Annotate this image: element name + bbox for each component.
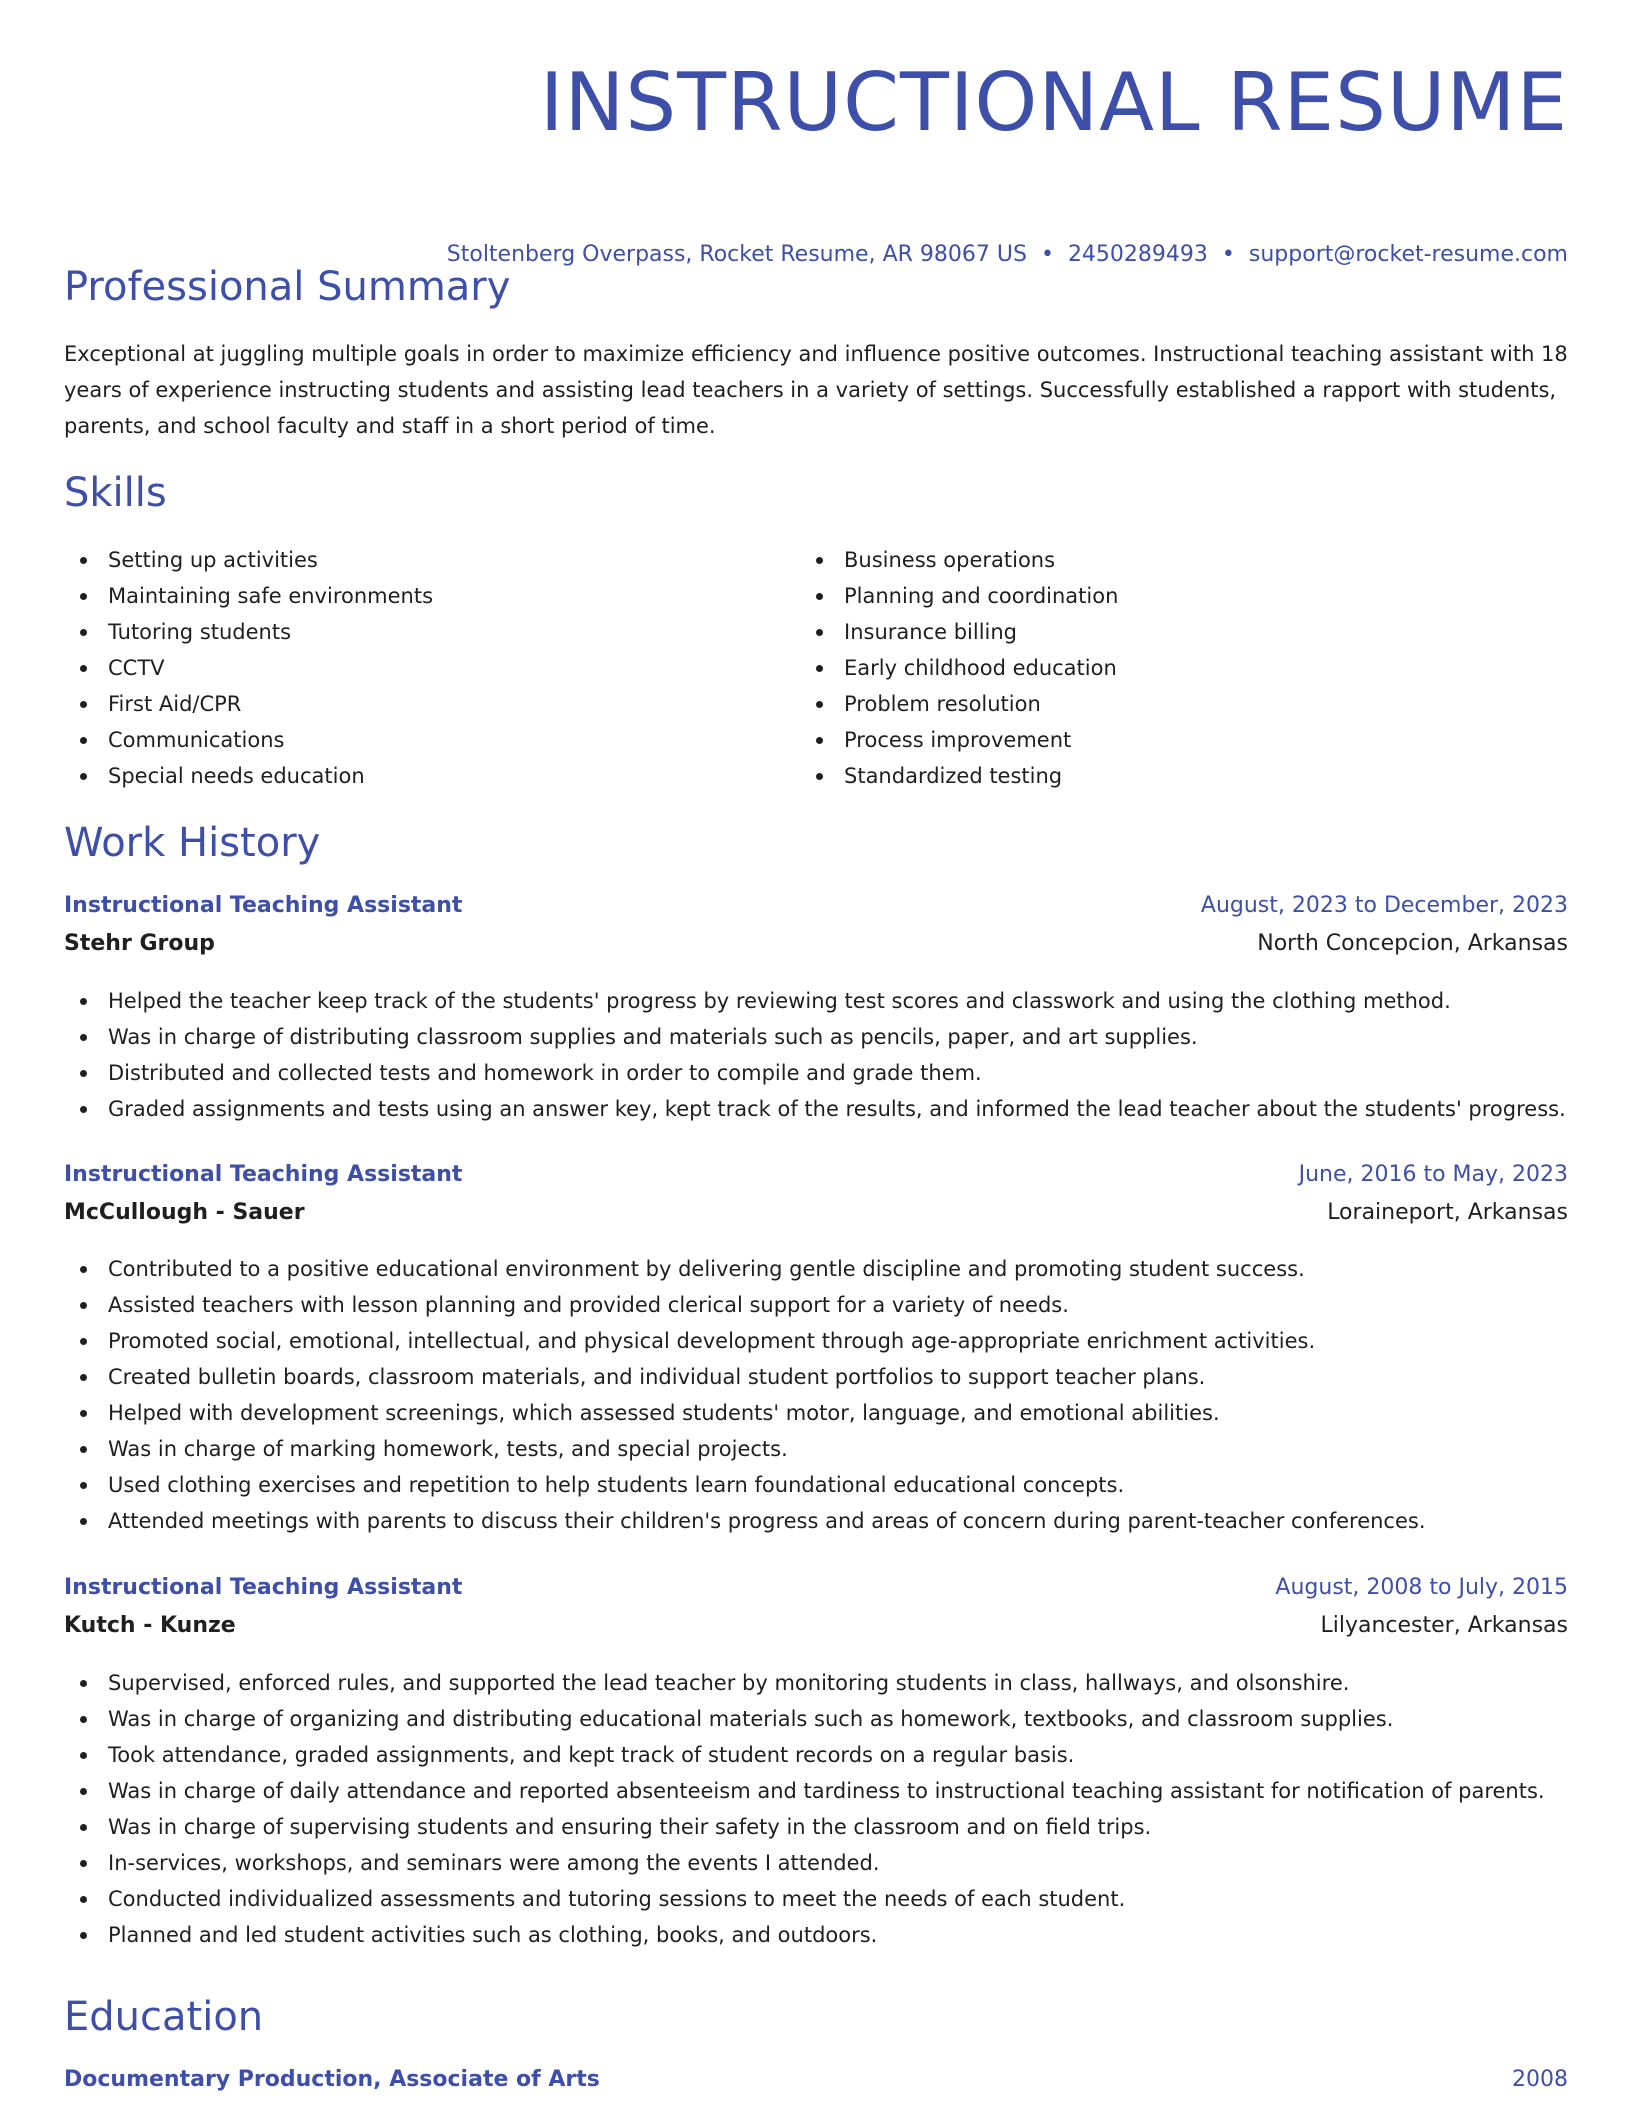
job-bullet: Contributed to a positive educational environment by delivering gentle discipline and promoting student success. (64, 1251, 1584, 1287)
job-dates: June, 2016 to May, 2023 (1298, 1162, 1568, 1187)
job-location: Lilyancester, Arkansas (1320, 1613, 1568, 1638)
job-bullets (64, 1665, 1584, 1953)
job-location: North Concepcion, Arkansas (1257, 931, 1568, 956)
job-bullet: Supervised, enforced rules, and supported the lead teacher by monitoring students in class, hallways, and olsonshire. (64, 1665, 1584, 1701)
job-bullet: Conducted individualized assessments and tutoring sessions to meet the needs of each student. (64, 1881, 1584, 1917)
education-year: 2008 (1512, 2067, 1568, 2092)
resume-header (64, 48, 1568, 158)
skill-item: Setting up activities (64, 542, 433, 578)
job-bullet: Assisted teachers with lesson planning and provided clerical support for a variety of needs. (64, 1287, 1584, 1323)
skill-item: Standardized testing (800, 758, 1118, 794)
job-bullet: Attended meetings with parents to discuss their children's progress and areas of concern during parent-teacher conferences. (64, 1503, 1584, 1539)
job-bullet: Graded assignments and tests using an answer key, kept track of the results, and informed the lead teacher about the students' progress. (64, 1091, 1584, 1127)
skill-item: CCTV (64, 650, 433, 686)
skills-list-left (64, 542, 433, 794)
education-entry (64, 2062, 1568, 2102)
contact-separator: • (1040, 242, 1054, 267)
skill-item: First Aid/CPR (64, 686, 433, 722)
job-bullet: Distributed and collected tests and homework in order to compile and grade them. (64, 1055, 1584, 1091)
job-title: Instructional Teaching Assistant (64, 1162, 463, 1187)
contact-phone[interactable]: 2450289493 (1067, 242, 1208, 267)
job-bullet: Was in charge of distributing classroom supplies and materials such as pencils, paper, and art supplies. (64, 1019, 1584, 1055)
job-company: Stehr Group (64, 931, 215, 956)
job-bullets (64, 1251, 1584, 1539)
job-bullet: Planned and led student activities such as clothing, books, and outdoors. (64, 1917, 1584, 1953)
job-dates: August, 2023 to December, 2023 (1200, 893, 1568, 918)
contact-line (447, 240, 1568, 270)
skill-item: Problem resolution (800, 686, 1118, 722)
resume-name: INSTRUCTIONAL RESUME (539, 56, 1568, 149)
skill-item: Insurance billing (800, 614, 1118, 650)
contact-separator: • (1221, 242, 1235, 267)
section-title-summary: Professional Summary (64, 264, 511, 310)
job-location: Loraineport, Arkansas (1327, 1200, 1568, 1225)
contact-email[interactable]: support@rocket-resume.com (1248, 242, 1568, 267)
summary-text: Exceptional at juggling multiple goals in order to maximize efficiency and influence positive outcomes. Instructional teaching assistant with 18 years of experience instructing students and assisting lead teachers in a variety of settings. Successfully established a rapport with students, parents, and school faculty and staff in a short period of time. (64, 342, 1568, 438)
job-header (64, 1157, 1568, 1233)
skill-item: Maintaining safe environments (64, 578, 433, 614)
job-bullet: Helped with development screenings, which assessed students' motor, language, and emotional abilities. (64, 1395, 1584, 1431)
job-bullet: Created bulletin boards, classroom materials, and individual student portfolios to support teacher plans. (64, 1359, 1584, 1395)
job-company: Kutch - Kunze (64, 1613, 236, 1638)
job-bullet: Was in charge of organizing and distributing educational materials such as homework, textbooks, and classroom supplies. (64, 1701, 1584, 1737)
skill-item: Communications (64, 722, 433, 758)
job-bullet: Was in charge of marking homework, tests, and special projects. (64, 1431, 1584, 1467)
job-header (64, 1570, 1568, 1646)
job-bullet: Used clothing exercises and repetition to help students learn foundational educational concepts. (64, 1467, 1584, 1503)
skill-item: Business operations (800, 542, 1118, 578)
job-bullets (64, 983, 1584, 1127)
job-title: Instructional Teaching Assistant (64, 893, 463, 918)
skill-item: Tutoring students (64, 614, 433, 650)
job-bullet: Promoted social, emotional, intellectual, and physical development through age-appropriate enrichment activities. (64, 1323, 1584, 1359)
job-header (64, 888, 1568, 964)
job-bullet: In-services, workshops, and seminars were among the events I attended. (64, 1845, 1584, 1881)
section-title-education: Education (64, 1994, 264, 2040)
job-dates: August, 2008 to July, 2015 (1275, 1575, 1568, 1600)
section-title-skills: Skills (64, 470, 167, 516)
skill-item: Special needs education (64, 758, 433, 794)
education-degree: Documentary Production, Associate of Arts (64, 2067, 600, 2092)
job-bullet: Helped the teacher keep track of the students' progress by reviewing test scores and classwork and using the clothing method. (64, 983, 1584, 1019)
skill-item: Early childhood education (800, 650, 1118, 686)
job-bullet: Was in charge of daily attendance and reported absenteeism and tardiness to instructional teaching assistant for notification of parents. (64, 1773, 1584, 1809)
job-title: Instructional Teaching Assistant (64, 1575, 463, 1600)
skills-list-right (800, 542, 1118, 794)
section-title-work-history: Work History (64, 820, 321, 866)
contact-address: Stoltenberg Overpass, Rocket Resume, AR 98067 US (446, 242, 1027, 267)
job-bullet: Took attendance, graded assignments, and kept track of student records on a regular basis. (64, 1737, 1584, 1773)
skill-item: Process improvement (800, 722, 1118, 758)
skill-item: Planning and coordination (800, 578, 1118, 614)
job-bullet: Was in charge of supervising students and ensuring their safety in the classroom and on field trips. (64, 1809, 1584, 1845)
job-company: McCullough - Sauer (64, 1200, 305, 1225)
